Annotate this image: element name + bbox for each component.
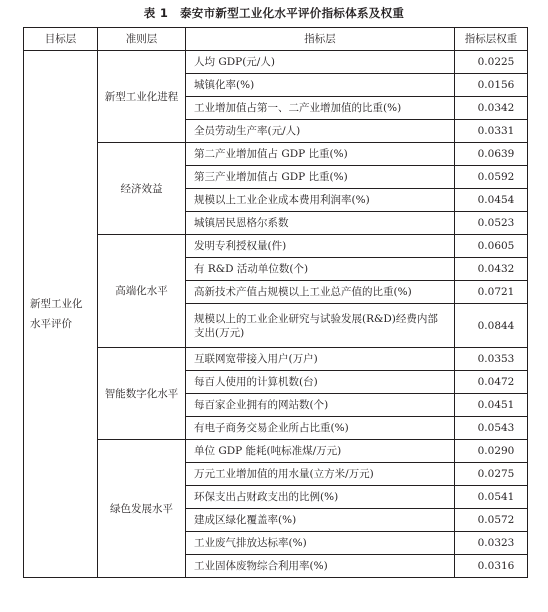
weight-cell: 0.0572 [455, 509, 528, 532]
table-row [24, 143, 528, 166]
weight-cell: 0.0290 [455, 440, 528, 463]
indicator-cell: 第二产业增加值占 GDP 比重(%) [186, 143, 455, 166]
indicator-cell: 城镇居民恩格尔系数 [186, 212, 455, 235]
weight-cell: 0.0543 [455, 417, 528, 440]
weight-cell: 0.0541 [455, 486, 528, 509]
weight-cell: 0.0275 [455, 463, 528, 486]
indicator-cell: 工业增加值占第一、二产业增加值的比重(%) [186, 97, 455, 120]
criteria-layer-cell: 经济效益 [98, 143, 186, 235]
indicator-cell: 城镇化率(%) [186, 74, 455, 97]
criteria-layer-cell: 智能数字化水平 [98, 348, 186, 440]
indicator-cell: 建成区绿化覆盖率(%) [186, 509, 455, 532]
indicator-cell: 工业废气排放达标率(%) [186, 532, 455, 555]
table-row [24, 235, 528, 258]
weight-cell: 0.0342 [455, 97, 528, 120]
indicator-cell: 发明专利授权量(件) [186, 235, 455, 258]
criteria-layer-cell: 绿色发展水平 [98, 440, 186, 578]
indicator-cell: 每百家企业拥有的网站数(个) [186, 394, 455, 417]
indicator-cell: 全员劳动生产率(元/人) [186, 120, 455, 143]
weight-cell: 0.0721 [455, 281, 528, 304]
indicator-cell: 有电子商务交易企业所占比重(%) [186, 417, 455, 440]
weight-cell: 0.0454 [455, 189, 528, 212]
indicator-cell: 高新技术产值占规模以上工业总产值的比重(%) [186, 281, 455, 304]
table-caption: 表 1 泰安市新型工业化水平评价指标体系及权重 [143, 6, 405, 20]
indicator-cell: 规模以上的工业企业研究与试验发展(R&D)经费内部支出(万元) [186, 304, 455, 348]
weight-cell: 0.0639 [455, 143, 528, 166]
indicator-cell: 规模以上工业企业成本费用利润率(%) [186, 189, 455, 212]
weight-cell: 0.0331 [455, 120, 528, 143]
criteria-layer-cell: 新型工业化进程 [98, 51, 186, 143]
weight-cell: 0.0844 [455, 304, 528, 348]
indicator-cell: 环保支出占财政支出的比例(%) [186, 486, 455, 509]
weight-cell: 0.0225 [455, 51, 528, 74]
weight-cell: 0.0605 [455, 235, 528, 258]
criteria-layer-cell: 高端化水平 [98, 235, 186, 348]
indicator-cell: 单位 GDP 能耗(吨标准煤/万元) [186, 440, 455, 463]
table-row [24, 51, 528, 74]
weight-cell: 0.0432 [455, 258, 528, 281]
weight-cell: 0.0316 [455, 555, 528, 578]
header-indicator-weight: 指标层权重 [455, 28, 528, 51]
indicator-cell: 工业固体废物综合利用率(%) [186, 555, 455, 578]
header-criteria-layer: 准则层 [98, 28, 186, 51]
indicator-cell: 每百人使用的计算机数(台) [186, 371, 455, 394]
weight-cell: 0.0451 [455, 394, 528, 417]
header-goal-layer: 目标层 [24, 28, 98, 51]
table-row [24, 348, 528, 371]
header-indicator-layer: 指标层 [186, 28, 455, 51]
indicator-cell: 第三产业增加值占 GDP 比重(%) [186, 166, 455, 189]
table-row [24, 440, 528, 463]
indicator-cell: 人均 GDP(元/人) [186, 51, 455, 74]
table-header-row [24, 28, 528, 51]
indicator-cell: 有 R&D 活动单位数(个) [186, 258, 455, 281]
weight-cell: 0.0472 [455, 371, 528, 394]
goal-layer-cell: 新型工业化水平评价 [24, 51, 98, 578]
weight-cell: 0.0592 [455, 166, 528, 189]
weight-cell: 0.0156 [455, 74, 528, 97]
weight-cell: 0.0523 [455, 212, 528, 235]
indicator-cell: 万元工业增加值的用水量(立方米/万元) [186, 463, 455, 486]
weight-cell: 0.0323 [455, 532, 528, 555]
table-body [24, 51, 528, 578]
indicator-cell: 互联网宽带接入用户(万户) [186, 348, 455, 371]
weight-cell: 0.0353 [455, 348, 528, 371]
indicator-table [23, 27, 528, 578]
